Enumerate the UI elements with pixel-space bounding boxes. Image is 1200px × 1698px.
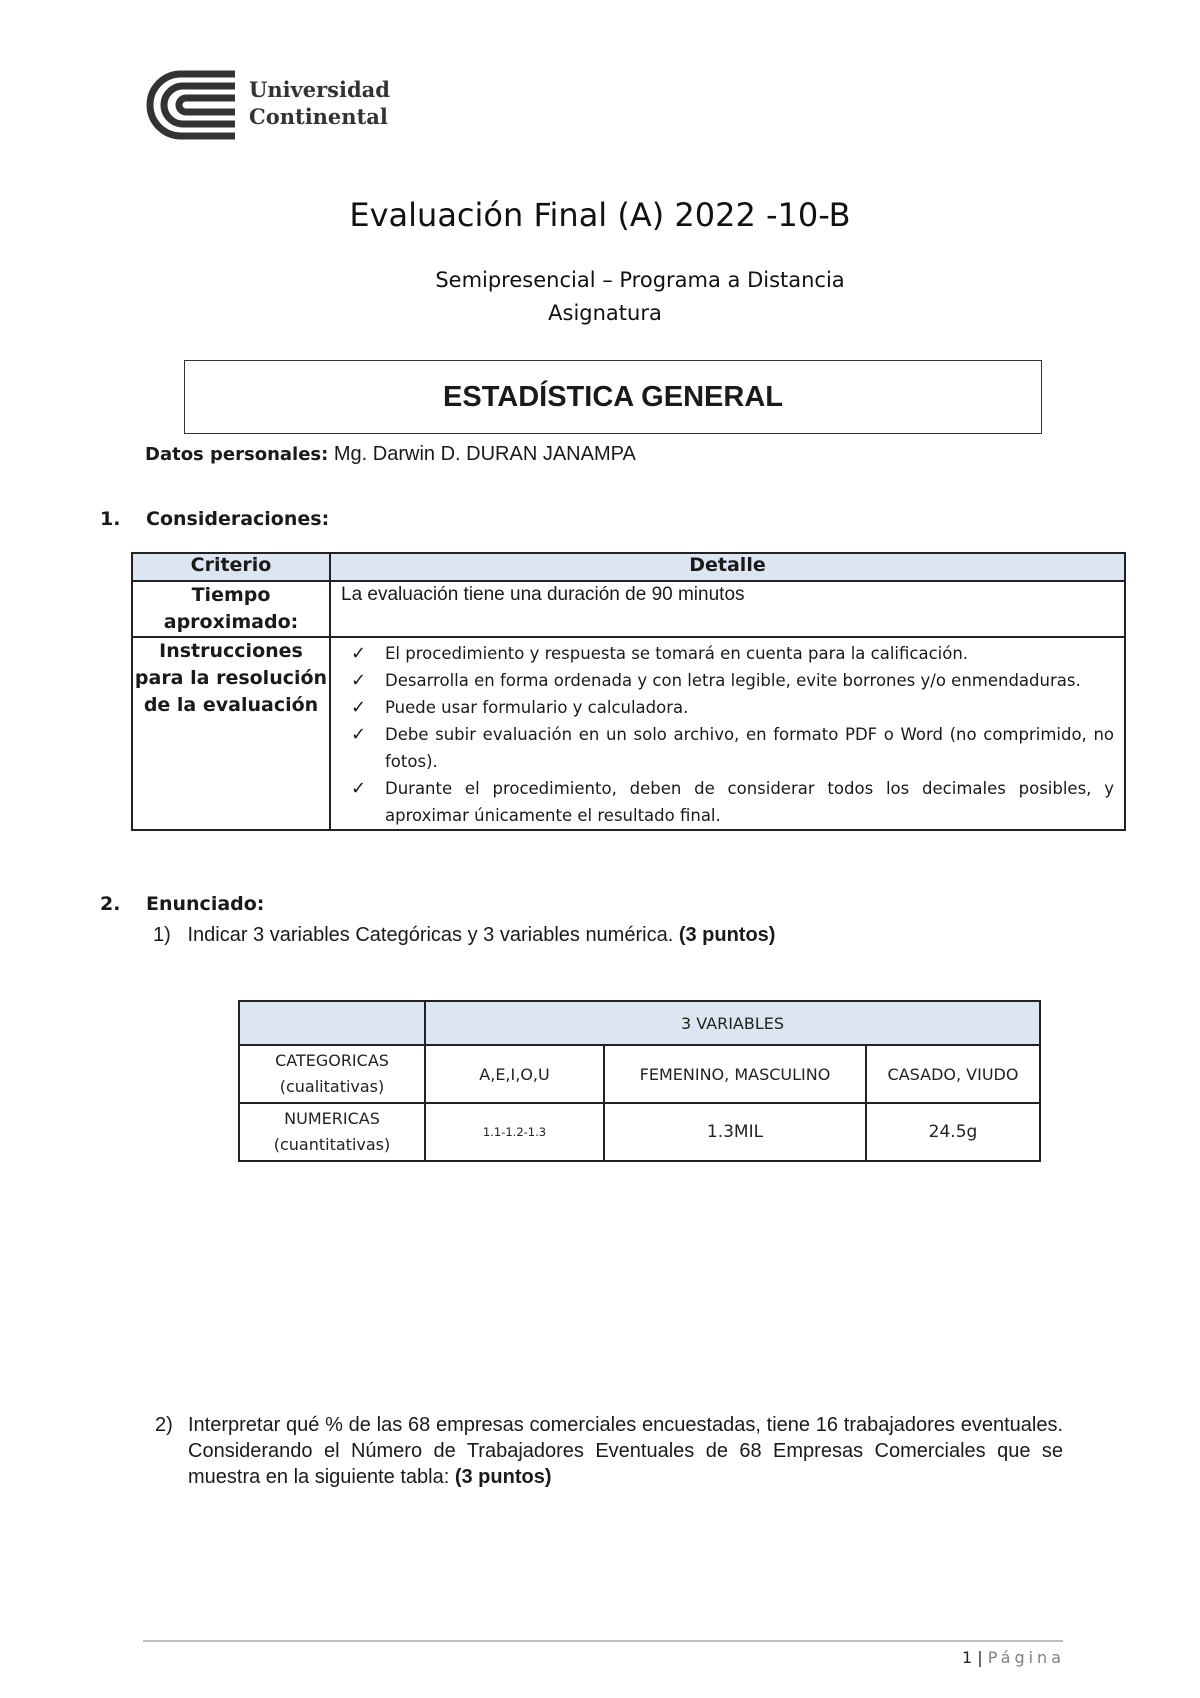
- section-title: Consideraciones:: [146, 508, 330, 530]
- logo-line-2: Continental: [249, 104, 388, 129]
- row-label: NUMERICAS: [284, 1109, 380, 1128]
- header-criterio: Criterio: [132, 553, 330, 581]
- list-item-text: Puede usar formulario y calculadora.: [385, 698, 689, 717]
- document-title: Evaluación Final (A) 2022 -10-B: [349, 196, 851, 234]
- variables-table: [238, 1000, 1041, 1162]
- table-cell: CASADO, VIUDO: [866, 1045, 1040, 1103]
- table-cell: 24.5g: [866, 1103, 1040, 1161]
- section-heading-1: [100, 508, 329, 530]
- page-footer: [962, 1648, 1065, 1667]
- list-item: [351, 667, 1114, 694]
- question-points: (3 puntos): [454, 1466, 552, 1488]
- list-item-text: Desarrolla en forma ordenada y con letra legible, evite borrones y/o enmendaduras.: [385, 671, 1081, 690]
- footer-separator: |: [972, 1648, 988, 1667]
- table-header-row: [132, 553, 1125, 581]
- section-number: 1.: [100, 508, 121, 530]
- personal-data-label: Datos personales:: [145, 444, 329, 465]
- row-label-cell: [239, 1103, 425, 1161]
- criterio-cell: Tiempo aproximado:: [132, 581, 330, 637]
- checkmark-icon: ✓: [351, 643, 367, 664]
- section-title: Enunciado:: [146, 893, 265, 915]
- table-row: [239, 1045, 1040, 1103]
- list-item-text: Durante el procedimiento, deben de considerar todos los decimales posibles, y aproximar únicamente el resultado final.: [385, 779, 1114, 825]
- criterio-cell: Instrucciones para la resolución de la evaluación: [132, 637, 330, 830]
- table-cell: 1.1-1.2-1.3: [425, 1103, 604, 1161]
- list-item: [351, 775, 1114, 829]
- question-number: 2): [155, 1414, 173, 1436]
- list-item-text: El procedimiento y respuesta se tomará en cuenta para la calificación.: [385, 644, 969, 663]
- instructions-list: [331, 638, 1124, 829]
- row-sublabel: (cualitativas): [279, 1077, 385, 1096]
- question-text: Interpretar qué % de las 68 empresas comerciales encuestadas, tiene 16 trabajadores eventuales. Considerando el Número de Trabajadores Eventuales de 68 Empresas Comerciales que se muestra en la siguiente tabla:: [188, 1414, 1063, 1488]
- checkmark-icon: ✓: [351, 724, 367, 745]
- checkmark-icon: ✓: [351, 670, 367, 691]
- table-row: [239, 1103, 1040, 1161]
- logo-line-1: Universidad: [249, 77, 390, 102]
- logo-text: [249, 76, 390, 130]
- list-item-text: Debe subir evaluación en un solo archivo, en formato PDF o Word (no comprimido, no fotos).: [385, 725, 1114, 771]
- checkmark-icon: ✓: [351, 697, 367, 718]
- logo-mark-icon: [143, 70, 241, 140]
- question-text-wrap: [188, 1412, 1063, 1490]
- header-detalle: Detalle: [330, 553, 1125, 581]
- question-text: Indicar 3 variables Categóricas y 3 variables numérica.: [187, 924, 679, 946]
- detalle-cell: La evaluación tiene una duración de 90 minutos: [330, 581, 1125, 637]
- section-number: 2.: [100, 893, 121, 915]
- question-2: [155, 1412, 1063, 1490]
- university-logo: [143, 70, 398, 140]
- table-header-row: [239, 1001, 1040, 1045]
- checkmark-icon: ✓: [351, 778, 367, 799]
- document-subtitle-asignatura: Asignatura: [548, 301, 662, 325]
- page-label: Página: [987, 1648, 1065, 1667]
- variables-header: 3 VARIABLES: [425, 1001, 1040, 1045]
- question-1: [153, 922, 775, 948]
- row-sublabel: (cuantitativas): [273, 1135, 391, 1154]
- course-name-box: [184, 360, 1042, 434]
- table-cell: 1.3MIL: [604, 1103, 866, 1161]
- footer-divider: [143, 1640, 1063, 1642]
- table-row: [132, 581, 1125, 637]
- question-number: 1): [153, 924, 171, 946]
- question-points: (3 puntos): [678, 924, 776, 946]
- document-subtitle: Semipresencial – Programa a Distancia: [435, 268, 845, 292]
- page-number: 1: [961, 1648, 973, 1667]
- course-name: ESTADÍSTICA GENERAL: [443, 380, 783, 413]
- table-cell: FEMENINO, MASCULINO: [604, 1045, 866, 1103]
- empty-header-cell: [239, 1001, 425, 1045]
- table-row: [132, 637, 1125, 830]
- list-item: [351, 640, 1114, 667]
- instructions-cell: [330, 637, 1125, 830]
- list-item: [351, 721, 1114, 775]
- section-heading-2: [100, 893, 264, 915]
- table-cell: A,E,I,O,U: [425, 1045, 604, 1103]
- personal-data: [145, 443, 636, 466]
- personal-data-value: Mg. Darwin D. DURAN JANAMPA: [328, 443, 636, 465]
- row-label-cell: [239, 1045, 425, 1103]
- list-item: [351, 694, 1114, 721]
- row-label: CATEGORICAS: [275, 1051, 389, 1070]
- considerations-table: [131, 552, 1126, 831]
